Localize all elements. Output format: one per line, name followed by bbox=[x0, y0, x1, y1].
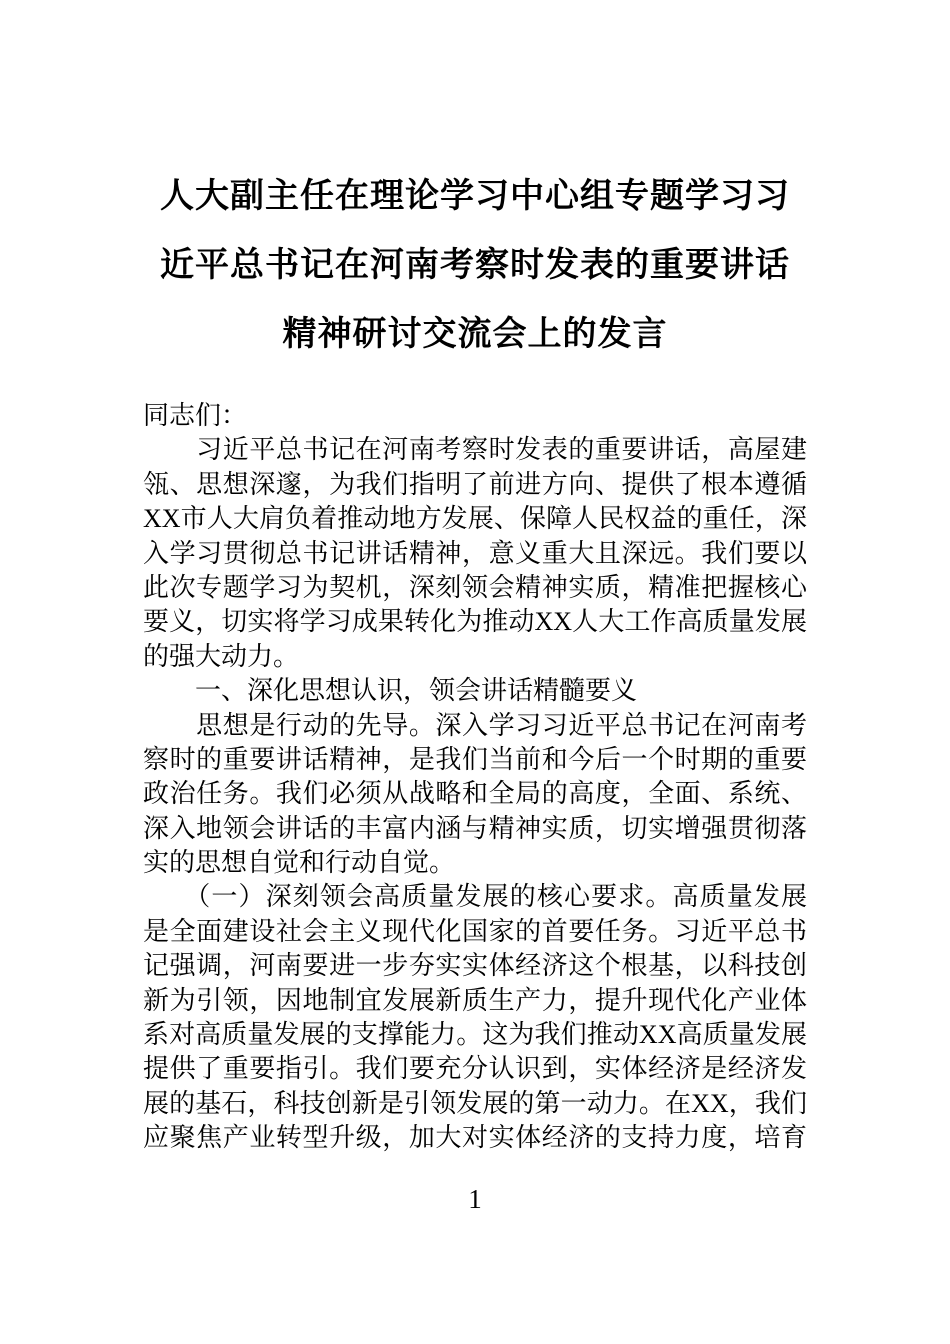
document-title-line: 精神研讨交流会上的发言 bbox=[282, 315, 668, 353]
section-heading: 一、深化思想认识，领会讲话精髓要义 bbox=[143, 676, 638, 706]
document-title bbox=[0, 162, 950, 369]
text-line: 展的基石，科技创新是引领发展的第一动力。在XX，我们 bbox=[143, 1088, 807, 1118]
text-line: 的强大动力。 bbox=[143, 641, 300, 671]
document-title-line: 人大副主任在理论学习中心组专题学习习 bbox=[160, 177, 790, 215]
text-line: 应聚焦产业转型升级，加大对实体经济的支持力度，培育 bbox=[143, 1123, 807, 1153]
text-line: 新为引领，因地制宜发展新质生产力，提升现代化产业体 bbox=[143, 985, 807, 1015]
document-body bbox=[143, 399, 807, 1156]
document-title-line: 近平总书记在河南考察时发表的重要讲话 bbox=[160, 246, 790, 284]
text-line: 是全面建设社会主义现代化国家的首要任务。习近平总书 bbox=[143, 916, 807, 946]
text-line: 此次专题学习为契机，深刻领会精神实质，精准把握核心 bbox=[143, 572, 807, 602]
subsection-heading-line: （一）深刻领会高质量发展的核心要求。高质量发展 bbox=[143, 882, 807, 912]
text-line: 瓴、思想深邃，为我们指明了前进方向、提供了根本遵循 bbox=[143, 469, 807, 499]
text-line: 记强调，河南要进一步夯实实体经济这个根基，以科技创 bbox=[143, 951, 807, 981]
text-line: 深入地领会讲话的丰富内涵与精神实质，切实增强贯彻落 bbox=[143, 813, 807, 843]
text-line: 提供了重要指引。我们要充分认识到，实体经济是经济发 bbox=[143, 1054, 807, 1084]
text-line: 系对高质量发展的支撑能力。这为我们推动XX高质量发展 bbox=[143, 1020, 807, 1050]
text-line: 政治任务。我们必须从战略和全局的高度，全面、系统、 bbox=[143, 779, 807, 809]
salutation: 同志们： bbox=[143, 401, 248, 430]
text-line: 要义，切实将学习成果转化为推动XX人大工作高质量发展 bbox=[143, 607, 807, 637]
text-line: 思想是行动的先导。深入学习习近平总书记在河南考 bbox=[143, 710, 807, 740]
text-line: XX市人大肩负着推动地方发展、保障人民权益的重任，深 bbox=[143, 504, 807, 534]
text-line: 察时的重要讲话精神，是我们当前和今后一个时期的重要 bbox=[143, 744, 807, 774]
text-line: 入学习贯彻总书记讲话精神，意义重大且深远。我们要以 bbox=[143, 538, 807, 568]
text-line: 习近平总书记在河南考察时发表的重要讲话，高屋建 bbox=[143, 435, 807, 465]
page-number: 1 bbox=[468, 1184, 482, 1214]
text-line: 实的思想自觉和行动自觉。 bbox=[143, 848, 456, 878]
